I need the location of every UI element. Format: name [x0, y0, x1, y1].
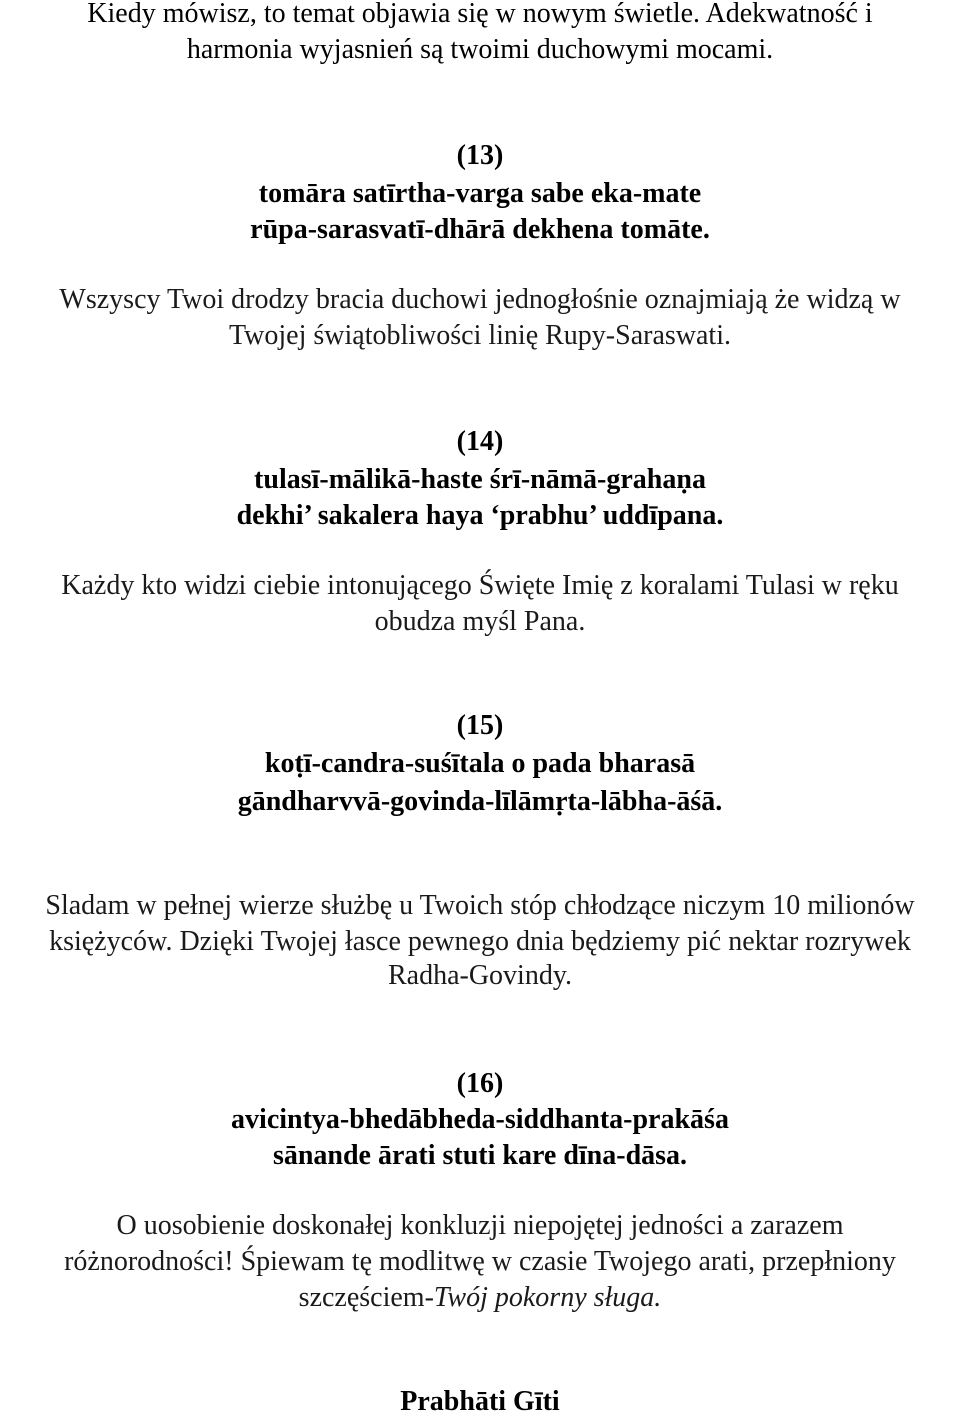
verse-16-sanskrit-2: sānande ārati stuti kare dīna-dāsa. [272, 1140, 688, 1171]
verse-13-number: (13) [456, 140, 504, 171]
verse-13-translation-1: Wszyscy Twoi drodzy bracia duchowi jednogłośnie oznajmiają że widzą w [59, 284, 901, 315]
intro-line-1: Kiedy mówisz, to temat objawia się w nowym świetle. Adekwatność i [87, 0, 873, 29]
verse-13-translation-2: Twojej świątobliwości linię Rupy-Saraswati. [229, 320, 731, 351]
verse-15-number: (15) [456, 710, 504, 741]
verse-15-translation-3: Radha-Govindy. [387, 960, 573, 991]
verse-14-translation-1: Każdy kto widzi ciebie intonującego Święte Imię z koralami Tulasi w ręku [61, 570, 899, 601]
verse-15-sanskrit-2: gāndharvvā-govinda-līlāmṛta-lābha-āśā. [237, 786, 723, 817]
verse-13-sanskrit-2: rūpa-sarasvatī-dhārā dekhena tomāte. [250, 214, 710, 245]
verse-14-sanskrit-2: dekhi’ sakalera haya ‘prabhu’ uddīpana. [236, 500, 724, 531]
verse-14-translation-2: obudza myśl Pana. [374, 606, 586, 637]
verse-16-translation-3 [0, 1280, 960, 1316]
verse-15-translation-2: księżyców. Dzięki Twojej łasce pewnego dnia będziemy pić nektar rozrywek [49, 926, 911, 957]
verse-15-sanskrit-1: koṭī-candra-suśītala o pada bharasā [264, 748, 696, 779]
verse-16-signature: Twój pokorny sługa. [433, 1282, 662, 1313]
verse-14-number: (14) [456, 426, 504, 457]
verse-14-sanskrit-1: tulasī-mālikā-haste śrī-nāmā-grahaṇa [254, 464, 706, 495]
verse-16-translation-3-text: szczęściem- [298, 1282, 434, 1313]
verse-16-sanskrit-1: avicintya-bhedābheda-siddhanta-prakāśa [231, 1104, 729, 1135]
verse-13-sanskrit-1: tomāra satīrtha-varga sabe eka-mate [258, 178, 702, 209]
intro-line-2: harmonia wyjasnień są twoimi duchowymi mocami. [186, 34, 774, 65]
footer-title: Prabhāti Gīti [400, 1386, 560, 1417]
verse-16-number: (16) [456, 1068, 504, 1099]
verse-15-translation-1: Sladam w pełnej wierze służbę u Twoich stóp chłodzące niczym 10 milionów [45, 890, 915, 921]
verse-16-translation-1: O uosobienie doskonałej konkluzji niepojętej jedności a zarazem [116, 1210, 844, 1241]
verse-16-translation-2: różnorodności! Śpiewam tę modlitwę w czasie Twojego arati, przepłniony [64, 1246, 896, 1277]
